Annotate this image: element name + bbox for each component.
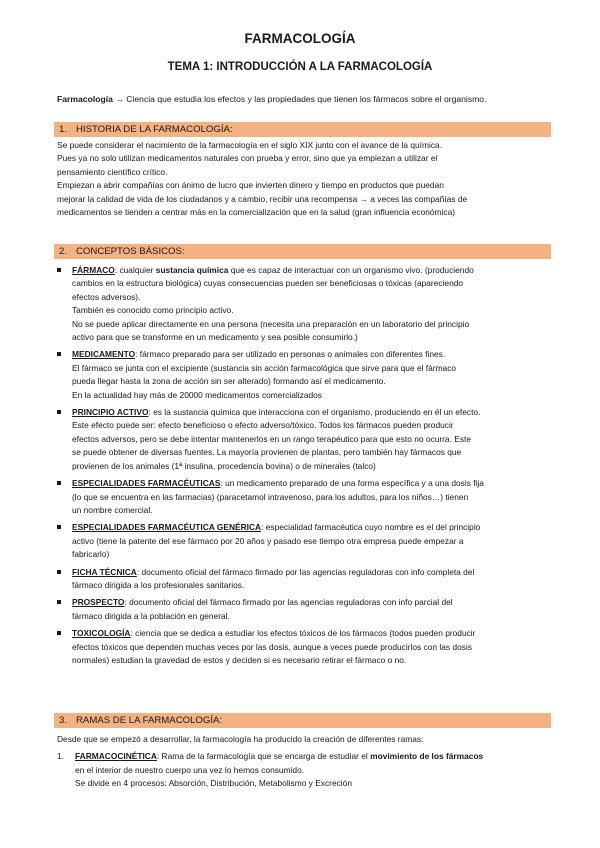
intro-text: Ciencia que estudia los efectos y las propiedades que tienen los fármacos sobre el organismo. (126, 94, 487, 104)
section-title: RAMAS DE LA FARMACOLOGÍA: (76, 715, 223, 726)
concept-text: : un medicamento preparado de una forma específica y a una dosis fija (220, 478, 484, 489)
text-line: un nombre comercial. (72, 504, 153, 515)
text-line: El fármaco se junta con el excipiente (sustancia sin acción farmacológica que sirve para que el fármaco (72, 362, 457, 373)
text-line: También es conocido como principio activo. (72, 305, 234, 316)
list-item (57, 477, 551, 517)
concept-term: FICHA TÉCNICA (72, 566, 137, 577)
list-item (57, 406, 551, 473)
text-line: fabricarlo) (72, 549, 110, 560)
concept-term: FÁRMACO (72, 265, 115, 275)
list-item (57, 264, 551, 344)
bullet-icon (57, 481, 61, 485)
list-item (57, 627, 551, 667)
text-line: efectos tóxicos que dependen muchas veces por las dosis, aunque a veces puede producirlos con las dosis (72, 641, 472, 652)
text-line: mejorar la calidad de vida de los ciudadanos y a cambio, recibir una recompensa → a veces las compañías de (57, 193, 468, 204)
ramas-paragraph (57, 733, 549, 791)
concept-text: : documento oficial del fármaco firmado por las agencias reguladoras con info parcial del (124, 597, 453, 608)
section-header-conceptos (54, 244, 551, 259)
text-line: pensamiento científico crítico. (57, 166, 168, 177)
section-number: 2. (59, 246, 68, 257)
list-item (57, 750, 549, 790)
page-subtitle: TEMA 1: INTRODUCCIÓN A LA FARMACOLOGÍA (167, 61, 433, 73)
text-line: provienen de los animales (1ª insulina, procedencia bovina) o de minerales (talco) (72, 460, 376, 471)
text-line: Pues ya no solo utilizan medicamentos naturales con prueba y error, sino que ya empiezan a utilizar el (57, 153, 438, 164)
concept-text: : documento oficial del fármaco firmado por las agencias reguladoras con info completa del (136, 566, 475, 577)
concept-text: : es la sustancia química que interacciona con el organismo, produciendo en él un efecto. (148, 407, 481, 418)
section-number: 3. (59, 715, 68, 726)
concept-text: : fármaco preparado para ser utilizado en personas o animales con diferentes fines. (135, 349, 446, 360)
text-line: Se divide en 4 procesos: Absorción, Distribución, Metabolismo y Excreción (75, 778, 352, 789)
historia-paragraph (57, 139, 549, 219)
concept-term: ESPECIALIDADES FARMACÉUTICA GENÉRICA (72, 522, 262, 533)
text-line: Desde que se empezó a desarrollar, la farmacología ha producido la creación de diferentes ramas: (57, 734, 424, 744)
concept-text: : ciencia que se dedica a estudiar los efectos tóxicos de los fármacos (todos pueden producir (130, 628, 476, 639)
text-line: efectos adversos, pero se debe intentar mantenerlos en un rango terapéutico para que esto no ocurra. Este (72, 433, 471, 444)
concept-text: : Rama de la farmacología que se encarga de estudiar el (156, 751, 371, 762)
bullet-icon (57, 525, 61, 529)
text-line: efectos adversos). (72, 291, 141, 302)
bullet-icon (57, 268, 61, 272)
text-line: cambios en la estructura biológica) cuyas consecuencias pueden ser beneficiosas o tóxicas (apareciendo (72, 278, 464, 289)
section-header-historia (54, 122, 551, 137)
section-header-ramas (54, 713, 551, 728)
text-line: fármaco dirigida a los profesionales sanitarios. (72, 579, 245, 590)
page-title: FARMACOLOGÍA (244, 31, 356, 46)
text-line: activo (tiene la patente del ese fármaco por 20 años y pasado ese tiempo otra empresa puede empezar a (72, 535, 464, 546)
list-item (57, 521, 551, 561)
bullet-icon (57, 600, 61, 604)
text-line: en el interior de nuestro cuerpo una vez lo hemos consumido. (75, 764, 305, 775)
concept-term: TOXICOLOGÍA (72, 628, 131, 639)
bullet-icon (57, 570, 61, 574)
text-line: (lo que se encuentra en las farmacias) (paracetamol intravenoso, para los adultos, para los niños…) tienen (72, 491, 469, 502)
text-line: No se puede aplicar directamente en una persona (necesita una preparación en un laboratorio del principio (72, 318, 470, 329)
bullet-icon (57, 631, 61, 635)
concept-text-bold: movimiento de los fármacos (370, 751, 484, 762)
list-item (57, 596, 551, 623)
text-line: Este efecto puede ser: efecto beneficioso o efecto adverso/tóxico. Todos los fármacos pueden producir (72, 420, 454, 431)
item-number: 1. (57, 751, 64, 762)
conceptos-list (57, 264, 551, 667)
section-title: CONCEPTOS BÁSICOS: (76, 246, 185, 257)
intro-term: Farmacología (57, 94, 113, 104)
text-line: normales) estudian la gravedad de estos y deciden si es necesario retirar el fármaco o no. (72, 654, 407, 665)
text-line: se puede obtener de diversas fuentes. La mayoría provienen de plantas, pero también hay fármacos que (72, 447, 462, 458)
arrow-icon: → (115, 94, 124, 104)
concept-term: ESPECIALIDADES FARMACÉUTICAS (72, 478, 221, 489)
concept-term: MEDICAMENTO (72, 349, 136, 360)
concept-term: FARMACOCINÉTICA (75, 751, 157, 762)
concept-text: : cualquier (114, 265, 156, 275)
concept-term: PROSPECTO (72, 597, 125, 608)
bullet-icon (57, 410, 61, 414)
list-item (57, 566, 551, 593)
text-line: pueda llegar hasta la zona de acción sin ser alterado) formando así el medicamento. (72, 376, 386, 387)
text-line: medicamentos se tienden a centrar más en la comercialización que en la salud (gran influencia económica) (57, 207, 456, 218)
bullet-icon (57, 352, 61, 356)
text-line: Se puede considerar el nacimiento de la farmacología en el siglo XIX junto con el avance de la química. (57, 140, 443, 150)
section-title: HISTORIA DE LA FARMACOLOGÍA: (76, 124, 233, 135)
concept-term: PRINCIPIO ACTIVO (72, 407, 149, 418)
text-line: activo para que se transforme en un medicamento y sea posible consumirlo.) (72, 332, 358, 343)
text-line: fármaco dirigida a la población en general. (72, 610, 230, 621)
text-line: En la actualidad hay más de 20000 medicamentos comercializados (72, 389, 322, 400)
text-line: Empiezan a abrir compañías con ánimo de lucro que invierten dinero y tiempo en productos que puedan (57, 180, 444, 191)
list-item (57, 348, 551, 402)
intro-definition (57, 94, 557, 104)
section-number: 1. (59, 124, 68, 135)
concept-text: que es capaz de interactuar con un organismo vivo. (produciendo (228, 265, 474, 275)
concept-text-bold: sustancia química (155, 265, 229, 275)
concept-text: : especialidad farmacéutica cuyo nombre es el del principio (261, 522, 481, 533)
